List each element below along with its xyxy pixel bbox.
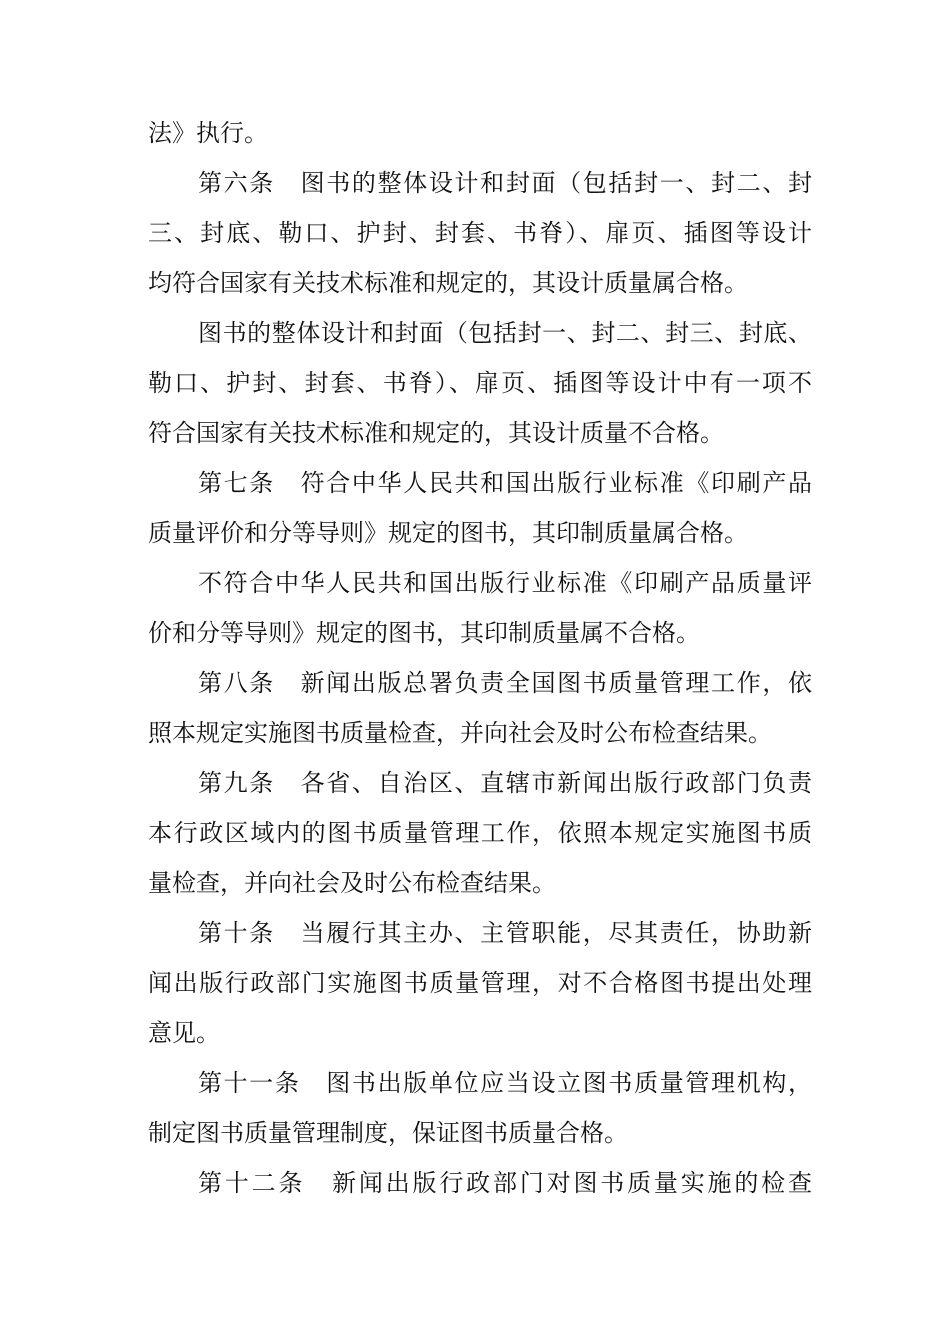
article-10-heading-line: 第十条 当履行其主办、主管职能，尽其责任，协助新: [198, 919, 812, 947]
text-line: 价和分等导则》规定的图书，其印制质量属不合格。: [148, 619, 700, 647]
text-line: 勒口、护封、封套、书脊）、扉页、插图等设计中有一项不: [148, 369, 812, 397]
text-line: 制定图书质量管理制度，保证图书质量合格。: [148, 1119, 628, 1147]
text-line: 符合国家有关技术标准和规定的，其设计质量不合格。: [148, 419, 724, 447]
text-line: 量检查，并向社会及时公布检查结果。: [148, 869, 556, 897]
text-line: 三、封底、勒口、护封、封套、书脊）、扉页、插图等设计: [148, 219, 812, 247]
article-9-heading-line: 第九条 各省、自治区、直辖市新闻出版行政部门负责: [198, 769, 812, 797]
article-11-heading-line: 第十一条 图书出版单位应当设立图书质量管理机构，: [198, 1069, 812, 1097]
paragraph-first-line: 图书的整体设计和封面（包括封一、封二、封三、封底、: [198, 319, 812, 347]
text-line: 法》执行。: [148, 119, 268, 147]
paragraph-first-line: 不符合中华人民共和国出版行业标准《印刷产品质量评: [198, 569, 812, 597]
article-8-heading-line: 第八条 新闻出版总署负责全国图书质量管理工作，依: [198, 669, 812, 697]
text-line: 质量评价和分等导则》规定的图书，其印制质量属合格。: [148, 519, 748, 547]
text-line: 意见。: [148, 1019, 220, 1047]
text-line: 均符合国家有关技术标准和规定的，其设计质量属合格。: [148, 269, 748, 297]
article-6-heading-line: 第六条 图书的整体设计和封面（包括封一、封二、封: [198, 169, 812, 197]
text-line: 照本规定实施图书质量检查，并向社会及时公布检查结果。: [148, 719, 772, 747]
text-line: 闻出版行政部门实施图书质量管理，对不合格图书提出处理: [148, 969, 812, 997]
text-line: 本行政区域内的图书质量管理工作，依照本规定实施图书质: [148, 819, 812, 847]
article-12-heading-line: 第十二条 新闻出版行政部门对图书质量实施的检查: [198, 1169, 812, 1197]
article-7-heading-line: 第七条 符合中华人民共和国出版行业标准《印刷产品: [198, 469, 812, 497]
